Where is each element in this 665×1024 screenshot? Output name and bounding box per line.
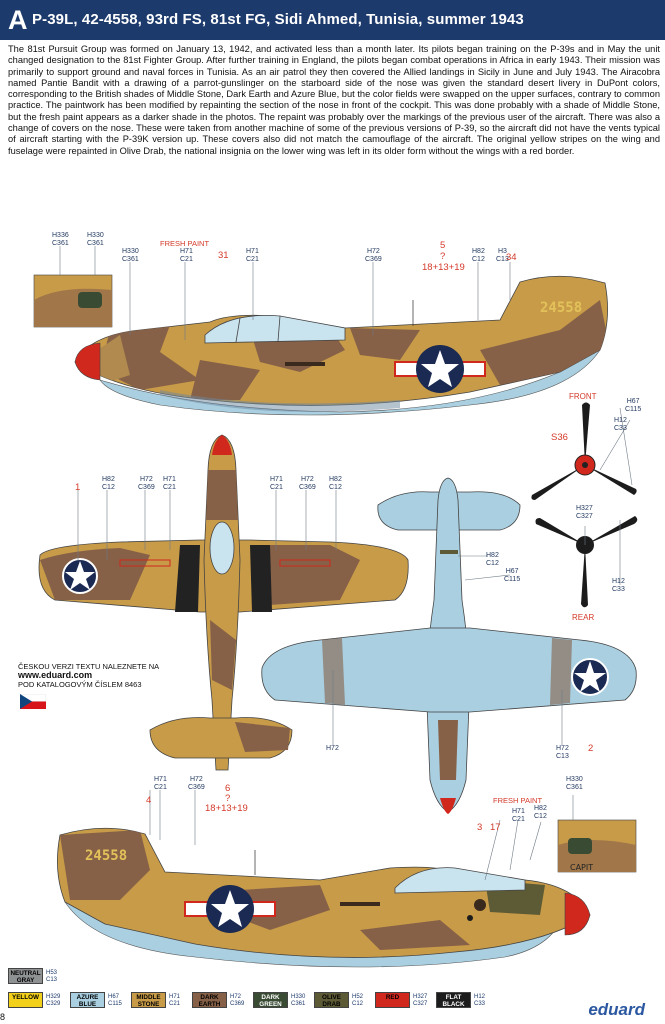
history-text: The 81st Pursuit Group was formed on January 13, 1942, and activated less than a month later. Its pilots began training on the P-39s and in May the unit changed designation to the 81st Fighter Group. After further training in England, the pilots began combat operations in Africa in early 1943. Their mission was primarily to support ground and naval forces in Tunisia. As an air patrol they then covered the Allied landings in Sicily in June and July 1943. The Airacobra named Pantie Bandit with a drawing of a parrot-gunslinger on the starboard side of the nose was given the standard desert livery in DuPont colors, corresponding to the British shades of Middle Stone, Dark Earth and Azure Blue, but the color fields were swapped on the upper surfaces, contrary to common practice. The paintwork has been modified by repainting the section of the nose in front of the cockpit. This was done probably with a shade of Middle Stone, but the fresh paint appears as a darker shade in the photos. The repaint was probably over the markings of the previous user of the aircraft. There was also a change of covers on the nose. These were taken from another machine of some of the previous versions of P-39, so the aircraft did not have the vents typical of aircraft starting with the P-39K version up. These covers also did not match the camouflage of the aircraft. The original yellow stripes on the wing and fuselage were repainted in Olive Drab, the national insignia on the lower wing was left in its older form without the wings with a red border. bbox=[8, 44, 660, 156]
callout-label: H3 C13 bbox=[496, 248, 509, 263]
marking-number-2: 2 bbox=[588, 743, 594, 754]
fresh-paint-label: FRESH PAINT bbox=[493, 796, 543, 805]
callout-label: H72 C369 bbox=[138, 476, 155, 491]
starboard-profile bbox=[57, 828, 590, 967]
swatch-neutral-gray: NEUTRAL GRAY bbox=[8, 968, 43, 984]
mix-ratio: 18+13+19 bbox=[205, 803, 248, 814]
callout-label: H12 C33 bbox=[614, 417, 627, 432]
callout-label: H72 C369 bbox=[188, 776, 205, 791]
callout-label: H72 C369 bbox=[299, 476, 316, 491]
swatch-code: H12 C33 bbox=[474, 994, 486, 1007]
profile-title: P-39L, 42-4558, 93rd FS, 81st FG, Sidi Ahmed, Tunisia, summer 1943 bbox=[32, 11, 524, 28]
callout-label: H12 C33 bbox=[612, 578, 625, 593]
page-number: 8 bbox=[0, 1012, 6, 1022]
bottom-view bbox=[262, 478, 637, 814]
marking-number-3: 3 bbox=[477, 822, 483, 833]
callout-label: H327 C327 bbox=[576, 505, 593, 520]
swatch-code: H329 C329 bbox=[46, 994, 61, 1007]
callout-label: H330 C361 bbox=[122, 248, 139, 263]
czech-note bbox=[18, 662, 159, 689]
front-label: FRONT bbox=[569, 392, 597, 401]
marking-number-5: 5 bbox=[440, 240, 446, 251]
callout-label: H71 C21 bbox=[163, 476, 176, 491]
callout-label: H330 C361 bbox=[566, 776, 583, 791]
swatch-code: H52 C12 bbox=[352, 994, 364, 1007]
callout-label: H71 C21 bbox=[270, 476, 283, 491]
czech-note-line1: ČESKOU VERZI TEXTU NALEZNETE NA bbox=[18, 662, 160, 671]
callout-label: H82 C12 bbox=[329, 476, 342, 491]
callout-label: H71 C21 bbox=[246, 248, 259, 263]
callout-label: H82 C12 bbox=[472, 248, 485, 263]
callout-label: H72 bbox=[326, 745, 339, 752]
marking-number-17: 17 bbox=[490, 822, 501, 833]
swatch-azure-blue: AZURE BLUE bbox=[70, 992, 105, 1008]
swatch-code: H330 C361 bbox=[291, 994, 306, 1007]
eduard-logo: eduard bbox=[588, 1000, 645, 1019]
callout-label: H82 C12 bbox=[486, 552, 499, 567]
swatch-flat-black: FLAT BLACK bbox=[436, 992, 471, 1008]
callout-label: H72 C13 bbox=[556, 745, 569, 760]
swatch-middle-stone: MIDDLE STONE bbox=[131, 992, 166, 1008]
swatch-code: H53 C13 bbox=[46, 970, 58, 983]
svg-text:24558: 24558 bbox=[85, 848, 128, 864]
mix-ratio: 18+13+19 bbox=[422, 262, 465, 273]
callout-label: H71 C21 bbox=[180, 248, 193, 263]
marking-number-1: 1 bbox=[75, 482, 81, 493]
swatch-code: H327 C327 bbox=[413, 994, 428, 1007]
callout-label: H82 C12 bbox=[534, 805, 547, 820]
rear-label: REAR bbox=[572, 613, 595, 622]
callout-label: H71 C21 bbox=[512, 808, 525, 823]
swatch-olive-drab: OLIVE DRAB bbox=[314, 992, 349, 1008]
nose-detail-inset-1 bbox=[34, 275, 112, 327]
marking-number-34: 34 bbox=[506, 252, 517, 263]
fresh-paint-label: FRESH PAINT bbox=[160, 239, 210, 248]
czech-flag-icon bbox=[20, 694, 46, 709]
marking-number-4: 4 bbox=[146, 795, 152, 806]
callout-label: H82 C12 bbox=[102, 476, 115, 491]
nose-detail-inset-2 bbox=[558, 820, 636, 872]
eduard-url[interactable]: www.eduard.com bbox=[18, 670, 93, 680]
callout-label: H72 C369 bbox=[365, 248, 382, 263]
marking-number-6: 6 bbox=[225, 783, 231, 794]
marking-s36: S36 bbox=[551, 432, 568, 443]
swatch-code: H71 C21 bbox=[169, 994, 181, 1007]
callout-label: H330 C361 bbox=[87, 232, 104, 247]
swatch-red: RED bbox=[375, 992, 410, 1008]
swatch-dark-earth: DARK EARTH bbox=[192, 992, 227, 1008]
svg-text:CAPIT: CAPIT bbox=[570, 863, 594, 872]
port-profile bbox=[75, 276, 610, 415]
swatch-code: H72 C369 bbox=[230, 994, 245, 1007]
callout-label: H67 C115 bbox=[625, 398, 642, 413]
callout-label: H71 C21 bbox=[154, 776, 167, 791]
czech-note-line2: POD KATALOGOVÝM ČÍSLEM 8463 bbox=[18, 680, 142, 689]
marking-number-31: 31 bbox=[218, 250, 229, 261]
callout-label: H67 C115 bbox=[504, 568, 521, 583]
marking-question: ? bbox=[440, 251, 446, 262]
svg-text:24558: 24558 bbox=[540, 300, 583, 316]
color-legend bbox=[0, 966, 665, 1024]
profile-letter: A bbox=[8, 5, 28, 35]
swatch-code: H67 C115 bbox=[108, 994, 122, 1007]
callout-label: H336 C361 bbox=[52, 232, 69, 247]
propeller-rear bbox=[536, 516, 638, 607]
marking-question: ? bbox=[225, 793, 231, 804]
swatch-dark-green: DARK GREEN bbox=[253, 992, 288, 1008]
swatch-yellow: YELLOW bbox=[8, 992, 43, 1008]
top-view bbox=[39, 435, 408, 770]
